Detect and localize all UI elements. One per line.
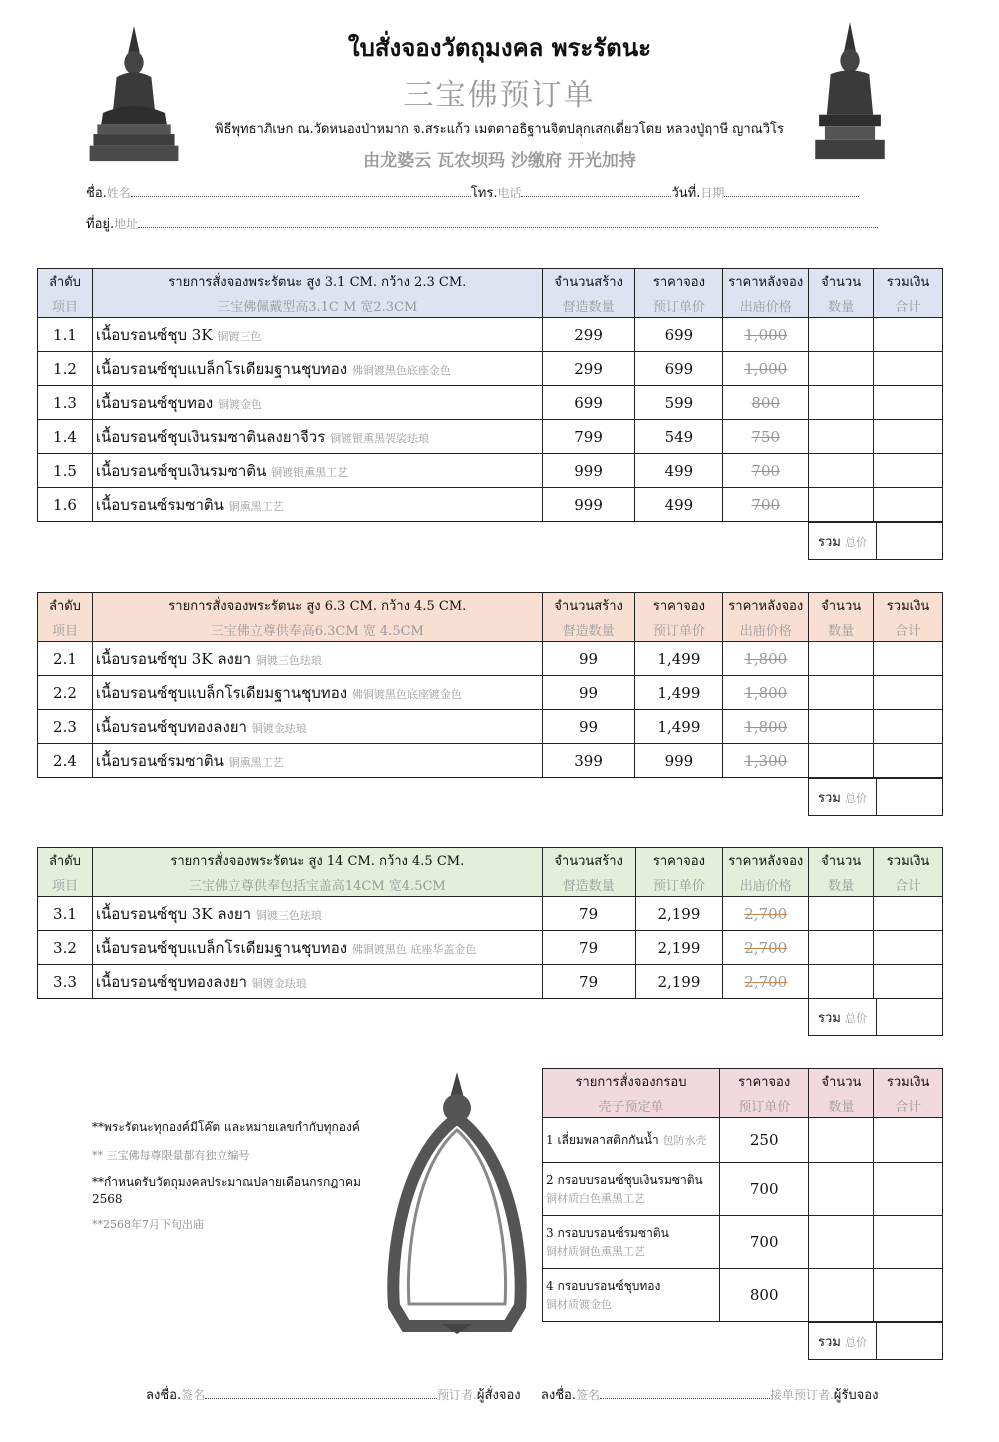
sign-left-label: ลงชื่อ.	[146, 1388, 182, 1403]
col-qty-th: จำนวน	[809, 1069, 874, 1094]
frame-name-th: 4 กรอบบรอนซ์ชุบทอง	[546, 1278, 661, 1293]
total-label-th: รวม	[818, 790, 841, 806]
frames-total	[808, 1322, 943, 1360]
row-build: 79	[542, 897, 635, 931]
row-after-price: 2,700	[744, 904, 788, 923]
col-after-th: ราคาหลังจอง	[723, 848, 809, 873]
table-row	[38, 642, 943, 676]
row-price: 2,199	[635, 897, 723, 931]
row-name-cn: 铜熏黑工艺	[228, 755, 284, 769]
row-sum-cell[interactable]	[874, 642, 943, 676]
row-name-cn: 铜镀三色珐琅	[255, 908, 322, 922]
table-row	[543, 1118, 943, 1163]
frame-name-th: 3 กรอบบรอนซ์รมซาติน	[546, 1225, 669, 1240]
row-price: 1,499	[635, 642, 723, 676]
row-name-th: เนื้อบรอนซ์รมซาติน	[95, 751, 224, 770]
row-qty-cell[interactable]	[809, 965, 874, 999]
row-no: 3.3	[38, 965, 93, 999]
row-name-cn: 铜熏黑工艺	[228, 499, 284, 513]
row-name-cn: 铜镀金色	[218, 397, 263, 411]
row-build: 799	[542, 420, 635, 454]
col-sum-cn: 合计	[895, 878, 922, 894]
row-build: 99	[542, 710, 635, 744]
frame-name-th: 2 กรอบบรอนซ์ชุบเงินรมซาติน	[546, 1172, 703, 1187]
row-name-cn: 铜镀金珐琅	[251, 976, 307, 990]
note-2: ** 三宝佛每尊限量都有独立编号	[92, 1149, 250, 1162]
col-price-th: ราคาจอง	[635, 593, 723, 618]
table-row	[38, 488, 943, 522]
sign-left-label-cn: 签名	[181, 1388, 206, 1402]
col-no-cn: 项目	[51, 623, 78, 639]
subtitle-chinese: 由龙婆云 瓦农坝玛 沙缴府 开光加持	[363, 151, 636, 171]
amulet-frame-image	[382, 1068, 532, 1336]
col-build-cn: 督造数量	[562, 623, 615, 639]
notes	[92, 1118, 392, 1242]
col-build-th: จำนวนสร้าง	[542, 593, 635, 618]
row-sum-cell[interactable]	[874, 676, 943, 710]
col-after-cn: 出庙价格	[739, 878, 792, 894]
row-build: 999	[542, 454, 635, 488]
section-title-th: รายการสั่งจองพระรัตนะ สูง 14 CM. กว้าง 4.5 CM.	[92, 848, 542, 873]
row-price: 499	[635, 488, 723, 522]
name-label: ชื่อ.	[86, 186, 107, 201]
row-build: 999	[542, 488, 635, 522]
note-1: **พระรัตนะทุกองค์มีโค๊ต และหมายเลขกำกับทุกองค์	[92, 1120, 360, 1134]
row-name-cn: 铜镀三色	[217, 329, 262, 343]
col-sum-cn: 合计	[895, 299, 922, 315]
row-name-th: เนื้อบรอนซ์ชุบ 3K ลงยา	[95, 649, 252, 668]
sign-left-field[interactable]	[205, 1398, 437, 1399]
row-qty-cell[interactable]	[809, 642, 874, 676]
frame-qty-cell[interactable]	[809, 1216, 874, 1269]
table-row	[38, 676, 943, 710]
frame-qty-cell[interactable]	[809, 1269, 874, 1322]
col-no-th: ลำดับ	[38, 848, 93, 873]
subtitle-thai: พิธีพุทธาภิเษก ณ.วัดหนองป่าหมาก จ.สระแก้ว เมตตาอธิฐานจิตปลุกเสกเดี่ยวโดย หลวงปู่ฤาษี ญาณวิโร	[214, 122, 785, 137]
table-row	[38, 318, 943, 352]
frame-name-cn: 铜材质铜色熏黑工艺	[546, 1244, 645, 1258]
sign-right-label: ลงชื่อ.	[540, 1388, 576, 1403]
row-after-price: 1,000	[744, 359, 788, 378]
frame-qty-cell[interactable]	[809, 1118, 874, 1163]
row-no: 2.3	[38, 710, 93, 744]
section-3-total	[808, 998, 943, 1036]
row-no: 1.6	[38, 488, 93, 522]
total-label-th: รวม	[818, 534, 841, 550]
frame-sum-cell[interactable]	[874, 1163, 943, 1216]
phone-label: โทร.	[470, 186, 498, 201]
row-no: 2.1	[38, 642, 93, 676]
col-price-cn: 预订单价	[652, 299, 705, 315]
row-sum-cell[interactable]	[874, 710, 943, 744]
frame-sum-cell[interactable]	[874, 1118, 943, 1163]
row-sum-cell[interactable]	[874, 454, 943, 488]
col-price-th: ราคาจอง	[635, 848, 723, 873]
row-name-cn: 铜镀银熏黑工艺	[271, 465, 349, 479]
frame-price: 700	[719, 1216, 809, 1269]
frame-name-cn: 包防水壳	[662, 1133, 707, 1147]
row-after-price: 700	[751, 495, 781, 514]
address-label: ที่อยู่.	[86, 217, 115, 232]
row-qty-cell[interactable]	[809, 897, 874, 931]
row-price: 499	[635, 454, 723, 488]
col-price-th: ราคาจอง	[635, 269, 723, 294]
note-4: **2568年7月下旬出庙	[92, 1218, 204, 1231]
col-qty-th: จำนวน	[809, 269, 874, 294]
row-name-th: เนื้อบรอนซ์ชุบเงินรมซาตินลงยาจีวร	[95, 427, 326, 446]
col-after-cn: 出庙价格	[739, 623, 792, 639]
note-3: **กำหนดรับวัตถุมงคลประมาณปลายเดือนกรกฎาคม 2568	[92, 1175, 361, 1206]
total-label-cn: 总价	[845, 791, 867, 805]
name-field[interactable]	[131, 196, 471, 197]
row-qty-cell[interactable]	[809, 420, 874, 454]
sign-left-role-cn: 预订者.	[437, 1388, 477, 1402]
row-no: 3.1	[38, 897, 93, 931]
row-sum-cell[interactable]	[874, 744, 943, 778]
row-qty-cell[interactable]	[809, 488, 874, 522]
row-qty-cell[interactable]	[809, 710, 874, 744]
section-title-th: รายการสั่งจองพระรัตนะ สูง 3.1 CM. กว้าง 2.3 CM.	[92, 269, 542, 294]
row-qty-cell[interactable]	[809, 352, 874, 386]
col-after-th: ราคาหลังจอง	[723, 593, 809, 618]
col-qty-th: จำนวน	[809, 848, 874, 873]
order-table-section-1	[37, 268, 943, 522]
col-sum-th: รวมเงิน	[874, 269, 943, 294]
title-thai: ใบสั่งจองวัตถุมงคล พระรัตนะ	[347, 33, 652, 62]
table-row	[543, 1216, 943, 1269]
table-row	[543, 1269, 943, 1322]
row-sum-cell[interactable]	[874, 931, 943, 965]
name-label-cn: 姓名	[106, 186, 131, 200]
col-qty-cn: 数量	[828, 1099, 855, 1115]
row-after-price: 1,800	[744, 717, 788, 736]
col-price-cn: 预订单价	[652, 878, 705, 894]
row-price: 999	[635, 744, 723, 778]
table-row	[38, 386, 943, 420]
table-row	[38, 965, 943, 999]
col-qty-cn: 数量	[828, 299, 855, 315]
col-no-cn: 项目	[51, 878, 78, 894]
date-label: วันที่.	[671, 186, 701, 201]
col-build-th: จำนวนสร้าง	[542, 848, 635, 873]
row-after-price: 2,700	[744, 938, 788, 957]
frame-sum-cell[interactable]	[874, 1269, 943, 1322]
frame-price: 250	[719, 1118, 809, 1163]
col-no-cn: 项目	[51, 299, 78, 315]
section-title-th: รายการสั่งจองพระรัตนะ สูง 6.3 CM. กว้าง 4.5 CM.	[92, 593, 542, 618]
col-no-th: ลำดับ	[38, 269, 93, 294]
row-build: 79	[542, 931, 635, 965]
row-name-th: เนื้อบรอนซ์ชุบทองลงยา	[95, 717, 247, 736]
col-qty-cn: 数量	[828, 623, 855, 639]
col-sum-cn: 合计	[895, 1099, 922, 1115]
total-label-cn: 总价	[845, 1011, 867, 1025]
total-label-cn: 总价	[845, 535, 867, 549]
col-build-th: จำนวนสร้าง	[542, 269, 635, 294]
row-no: 3.2	[38, 931, 93, 965]
frame-qty-cell[interactable]	[809, 1163, 874, 1216]
table-row	[38, 897, 943, 931]
frame-order-table	[542, 1068, 943, 1322]
row-sum-cell[interactable]	[874, 318, 943, 352]
col-sum-th: รวมเงิน	[874, 1069, 943, 1094]
section-title-cn: 三宝佛佩戴型高3.1C M 宽2.3CM	[217, 299, 418, 315]
row-build: 399	[542, 744, 635, 778]
section-2-total	[808, 778, 943, 816]
row-build: 299	[542, 352, 635, 386]
row-no: 2.2	[38, 676, 93, 710]
table-row	[38, 710, 943, 744]
row-sum-cell[interactable]	[874, 420, 943, 454]
row-qty-cell[interactable]	[809, 454, 874, 488]
address-row	[86, 213, 891, 234]
row-price: 599	[635, 386, 723, 420]
row-price: 699	[635, 352, 723, 386]
row-no: 1.1	[38, 318, 93, 352]
row-name-th: เนื้อบรอนซ์ชุบ 3K ลงยา	[95, 904, 252, 923]
col-price-cn: 预订单价	[738, 1099, 791, 1115]
col-price-cn: 预订单价	[652, 623, 705, 639]
row-name-th: เนื้อบรอนซ์ชุบทองลงยา	[95, 972, 247, 991]
row-qty-cell[interactable]	[809, 676, 874, 710]
sign-right-role-cn: 接单预订者.	[769, 1388, 834, 1402]
row-after-price: 2,700	[744, 972, 788, 991]
frame-sum-cell[interactable]	[874, 1216, 943, 1269]
row-name-cn: 铜镀金珐琅	[251, 721, 307, 735]
row-name-th: เนื้อบรอนซ์ชุบแบล็กโรเดียมฐานชุบทอง	[95, 683, 348, 702]
col-build-cn: 督造数量	[562, 878, 615, 894]
total-value-cell[interactable]	[877, 1323, 943, 1360]
col-build-cn: 督造数量	[562, 299, 615, 315]
name-phone-date-row	[86, 182, 891, 203]
frame-name-cn: 铜材质镀金色	[546, 1297, 612, 1311]
table-row	[38, 352, 943, 386]
col-after-th: ราคาหลังจอง	[723, 269, 809, 294]
table-row	[38, 420, 943, 454]
row-qty-cell[interactable]	[809, 744, 874, 778]
row-name-th: เนื้อบรอนซ์ชุบทอง	[95, 393, 214, 412]
col-no-th: ลำดับ	[38, 593, 93, 618]
row-name-cn: 铜镀银熏黑袈裟珐琅	[330, 431, 430, 445]
date-field[interactable]	[724, 196, 859, 197]
row-build: 99	[542, 676, 635, 710]
row-price: 2,199	[635, 931, 723, 965]
row-name-th: เนื้อบรอนซ์ชุบแบล็กโรเดียมฐานชุบทอง	[95, 938, 348, 957]
row-after-price: 1,800	[744, 683, 788, 702]
row-sum-cell[interactable]	[874, 352, 943, 386]
row-price: 699	[635, 318, 723, 352]
row-name-cn: 佛铜镀黑色底座镀金色	[351, 687, 462, 701]
col-price-th: ราคาจอง	[719, 1069, 809, 1094]
total-value-cell[interactable]	[877, 999, 943, 1036]
row-price: 549	[635, 420, 723, 454]
row-build: 99	[542, 642, 635, 676]
table-row	[38, 931, 943, 965]
row-no: 1.5	[38, 454, 93, 488]
phone-field[interactable]	[521, 196, 671, 197]
row-after-price: 1,000	[744, 325, 788, 344]
row-after-price: 700	[751, 461, 781, 480]
row-qty-cell[interactable]	[809, 386, 874, 420]
signature-row	[146, 1384, 891, 1405]
col-sum-cn: 合计	[895, 623, 922, 639]
total-label-cn: 总价	[845, 1335, 867, 1349]
col-sum-th: รวมเงิน	[874, 593, 943, 618]
row-after-price: 1,800	[744, 649, 788, 668]
row-qty-cell[interactable]	[809, 931, 874, 965]
row-price: 1,499	[635, 710, 723, 744]
section-1-total	[808, 522, 943, 560]
row-name-th: เนื้อบรอนซ์ชุบ 3K	[95, 325, 213, 344]
row-build: 299	[542, 318, 635, 352]
frame-price: 700	[719, 1163, 809, 1216]
row-build: 79	[542, 965, 635, 999]
frame-price: 800	[719, 1269, 809, 1322]
row-sum-cell[interactable]	[874, 386, 943, 420]
row-name-cn: 佛铜镀黑色 底座华盖金色	[351, 942, 477, 956]
col-sum-th: รวมเงิน	[874, 848, 943, 873]
row-name-th: เนื้อบรอนซ์ชุบเงินรมซาติน	[95, 461, 267, 480]
col-qty-cn: 数量	[828, 878, 855, 894]
row-sum-cell[interactable]	[874, 897, 943, 931]
total-value-cell[interactable]	[877, 779, 943, 816]
row-sum-cell[interactable]	[874, 965, 943, 999]
section-title-cn: 三宝佛立尊供奉包括宝盖高14CM 宽4.5CM	[188, 878, 446, 894]
title-chinese: 三宝佛预订单	[403, 78, 596, 113]
order-table-section-2	[37, 592, 943, 778]
col-after-cn: 出庙价格	[739, 299, 792, 315]
phone-label-cn: 电话	[497, 186, 522, 200]
row-no: 1.2	[38, 352, 93, 386]
col-qty-th: จำนวน	[809, 593, 874, 618]
row-after-price: 750	[751, 427, 781, 446]
row-price: 2,199	[635, 965, 723, 999]
row-name-cn: 佛铜镀黑色底座金色	[351, 363, 451, 377]
date-label-cn: 日期	[700, 186, 725, 200]
frame-name-th: 1 เลี่ยมพลาสติกกันน้ำ	[546, 1132, 659, 1147]
row-no: 1.4	[38, 420, 93, 454]
frames-title-th: รายการสั่งจองกรอบ	[543, 1069, 720, 1094]
row-name-cn: 铜镀三色珐琅	[255, 653, 322, 667]
address-field[interactable]	[138, 227, 878, 228]
row-build: 699	[542, 386, 635, 420]
sign-right-label-cn: 签名	[575, 1388, 600, 1402]
row-after-price: 800	[751, 393, 781, 412]
address-label-cn: 地址	[114, 217, 139, 231]
total-value-cell[interactable]	[877, 523, 943, 560]
row-price: 1,499	[635, 676, 723, 710]
frames-title-cn: 壳子预定单	[598, 1099, 664, 1115]
row-sum-cell[interactable]	[874, 488, 943, 522]
table-row	[38, 744, 943, 778]
row-after-price: 1,300	[744, 751, 788, 770]
row-name-th: เนื้อบรอนซ์ชุบแบล็กโรเดียมฐานชุบทอง	[95, 359, 348, 378]
table-row	[543, 1163, 943, 1216]
row-qty-cell[interactable]	[809, 318, 874, 352]
total-label-th: รวม	[818, 1010, 841, 1026]
sign-right-field[interactable]	[600, 1398, 770, 1399]
row-no: 1.3	[38, 386, 93, 420]
section-title-cn: 三宝佛立尊供奉高6.3CM 宽 4.5CM	[210, 623, 424, 639]
row-name-th: เนื้อบรอนซ์รมซาติน	[95, 495, 224, 514]
sign-right-role: ผู้รับจอง	[833, 1388, 879, 1403]
frame-name-cn: 铜材质白色熏黑工艺	[546, 1191, 645, 1205]
order-table-section-3	[37, 847, 943, 999]
sign-left-role: ผู้สั่งจอง	[476, 1388, 521, 1403]
row-no: 2.4	[38, 744, 93, 778]
total-label-th: รวม	[818, 1334, 841, 1350]
table-row	[38, 454, 943, 488]
